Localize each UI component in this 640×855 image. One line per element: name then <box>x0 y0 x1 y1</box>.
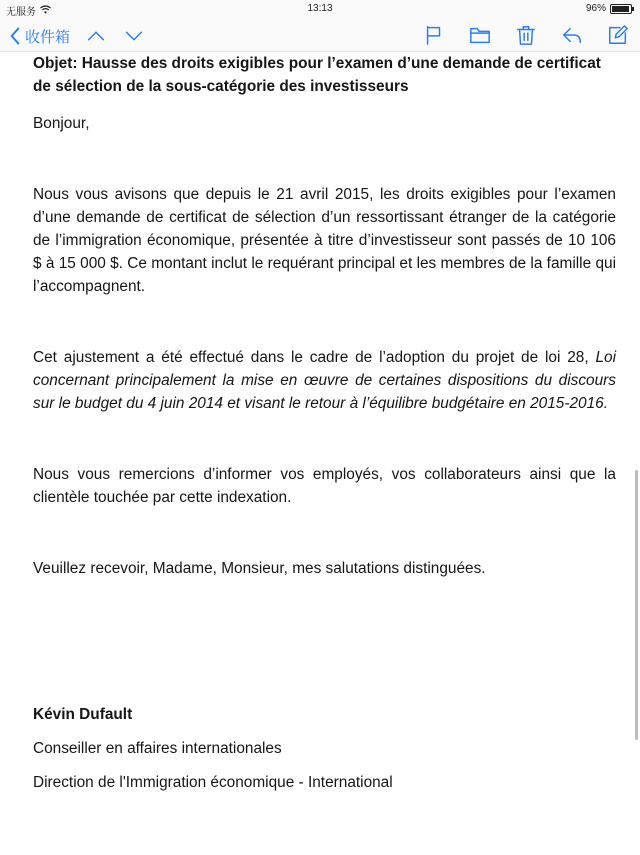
battery-icon <box>610 4 632 14</box>
battery-fill <box>612 6 629 12</box>
email-paragraph-thanks: Nous vous remercions d’informer vos employés, vos collaborateurs ainsi que la clientèle touchée par cette indexation. <box>33 466 616 506</box>
chevron-up-icon[interactable] <box>84 24 108 48</box>
adjustment-text: Cet ajustement a été effectué dans le cadre de l’adoption du projet de loi 28, <box>33 349 596 366</box>
email-subject: Objet: Hausse des droits exigibles pour l’examen d’une demande de certificat de sélection de la sous-catégorie des investisseurs <box>33 55 601 95</box>
chevron-left-icon <box>8 24 22 48</box>
email-paragraph-fees: Nous vous avisons que depuis le 21 avril 2015, les droits exigibles pour l’examen d’une demande de certificat de sélection d’un ressortissant étranger de la catégorie de l’immigration économique, présentée à titre d’investisseur sont passés de 10 106 $ à 15 000 $. Ce montant inclut le requérant principal et les membres de la famille qui l’accompagnent. <box>33 186 616 295</box>
chevron-down-icon[interactable] <box>122 24 146 48</box>
scrollbar[interactable] <box>635 470 638 740</box>
email-closing: Veuillez recevoir, Madame, Monsieur, mes salutations distinguées. <box>33 560 486 577</box>
flag-icon[interactable] <box>422 23 446 47</box>
carrier-label: 无服务 <box>6 7 36 18</box>
clock: 13:13 <box>307 3 333 14</box>
compose-icon[interactable] <box>606 23 630 47</box>
battery-indicator <box>586 3 632 14</box>
signature-name: Kévin Dufault <box>33 706 133 723</box>
trash-icon[interactable] <box>514 23 538 47</box>
email-paragraph-adjustment <box>33 346 616 415</box>
reply-icon[interactable] <box>560 23 584 47</box>
signature-department: Direction de l'Immigration économique - International <box>33 774 393 791</box>
inbox-label: 收件箱 <box>25 28 71 46</box>
mail-toolbar <box>0 18 640 52</box>
folder-icon[interactable] <box>468 23 492 47</box>
email-body <box>33 50 616 794</box>
battery-percent: 96% <box>585 3 606 14</box>
status-bar <box>0 0 640 18</box>
back-to-inbox-button[interactable] <box>8 24 70 48</box>
law-title: Loi concernant principalement la mise en œuvre de certaines dispositions du discours sur le budget du 4 juin 2014 et visant le retour à l’équilibre budgétaire en 2015-2016. <box>33 349 616 412</box>
signature-title: Conseiller en affaires internationales <box>33 740 282 757</box>
email-greeting: Bonjour, <box>33 115 90 132</box>
